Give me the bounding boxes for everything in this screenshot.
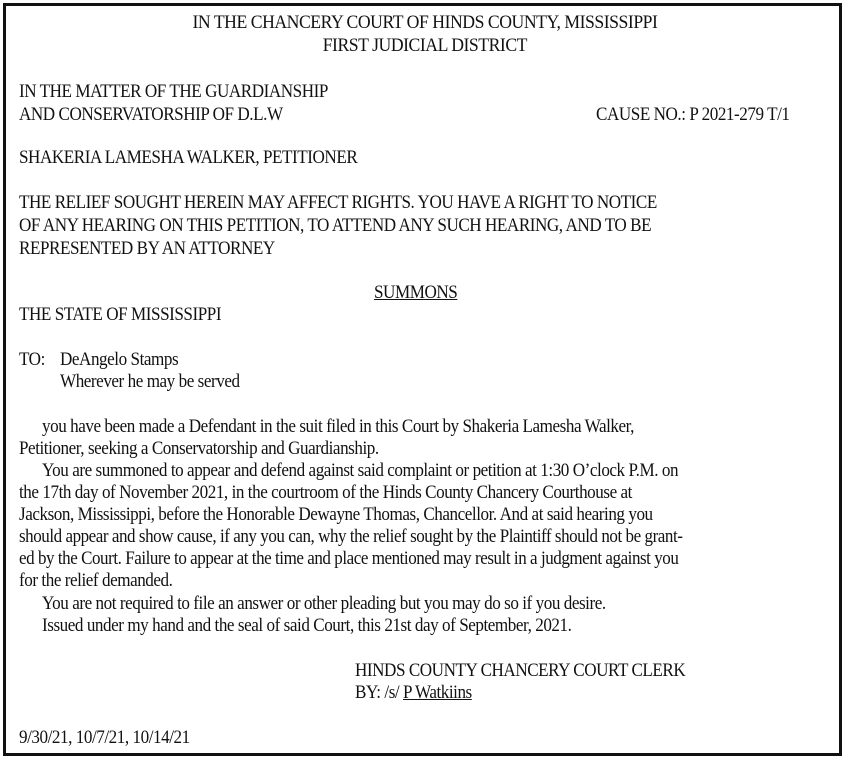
cause-number-text: CAUSE NO.: P 2021-279 T/1 xyxy=(596,104,790,125)
matter-line-2-text: AND CONSERVATORSHIP OF D.L.W xyxy=(19,104,283,125)
notice-line-2 xyxy=(19,215,721,237)
body-line xyxy=(19,526,760,548)
cause-number xyxy=(596,104,811,126)
state-line xyxy=(19,304,244,326)
publication-dates-text: 9/30/21, 10/7/21, 10/14/21 xyxy=(19,727,190,748)
signer-name: P Watkiins xyxy=(403,682,472,703)
petitioner xyxy=(19,147,395,169)
notice-line-3-text: REPRESENTED BY AN ATTORNEY xyxy=(19,238,275,259)
body-line-text: You are not required to file an answer or other pleading but you may do so if you desire. xyxy=(42,593,606,614)
matter-line-1-text: IN THE MATTER OF THE GUARDIANSHIP xyxy=(19,81,328,102)
petitioner-text: SHAKERIA LAMESHA WALKER, PETITIONER xyxy=(19,147,358,168)
notice-line-3 xyxy=(19,238,303,260)
addressee-name-text: DeAngelo Stamps xyxy=(60,349,179,370)
body-line-text: You are summoned to appear and defend against said complaint or petition at 1:30 O’clock P.M. on xyxy=(42,460,679,481)
matter-line-2 xyxy=(19,104,312,126)
body-line-text: the 17th day of November 2021, in the courtroom of the Hinds County Chancery Courthouse at xyxy=(19,482,632,503)
notice-line-2-text: OF ANY HEARING ON THIS PETITION, TO ATTEND ANY SUCH HEARING, AND TO BE xyxy=(19,215,652,236)
judicial-district-text: FIRST JUDICIAL DISTRICT xyxy=(322,35,528,56)
state-line-text: THE STATE OF MISSISSIPPI xyxy=(19,304,222,325)
body-line xyxy=(42,460,749,482)
signature-by-label: BY: /s/ xyxy=(355,682,400,703)
addressee-served xyxy=(60,371,260,393)
addressee-name xyxy=(60,349,191,371)
body-line xyxy=(42,593,668,615)
body-line-text: you have been made a Defendant in the suit filed in this Court by Shakeria Lamesha Walker, xyxy=(42,416,635,437)
addressee-served-text: Wherever he may be served xyxy=(60,371,240,392)
notice-line-1 xyxy=(19,192,728,214)
body-line xyxy=(19,548,756,570)
body-line xyxy=(42,615,630,637)
matter-line-1 xyxy=(19,81,362,103)
body-line xyxy=(19,482,700,504)
body-line-text: should appear and show cause, if any you can, why the relief sought by the Plaintiff should not be grant- xyxy=(19,526,683,547)
signature-line xyxy=(355,682,485,704)
publication-dates xyxy=(19,727,209,749)
body-line-text: Petitioner, seeking a Conservatorship and Guardianship. xyxy=(19,438,379,459)
body-line xyxy=(19,438,419,460)
body-line xyxy=(42,416,700,438)
body-line-text: Jackson, Mississippi, before the Honorable Dewayne Thomas, Chancellor. And at said hearing you xyxy=(19,504,653,525)
clerk-title xyxy=(355,660,722,682)
judicial-district xyxy=(0,35,850,57)
body-line-text: ed by the Court. Failure to appear at the time and place mentioned may result in a judgment against you xyxy=(19,548,679,569)
summons-title xyxy=(374,282,467,304)
body-line-text: for the relief demanded. xyxy=(19,570,173,591)
body-line xyxy=(19,570,190,592)
notice-line-1-text: THE RELIEF SOUGHT HEREIN MAY AFFECT RIGHTS. YOU HAVE A RIGHT TO NOTICE xyxy=(19,192,657,213)
addressee-label-text: TO: xyxy=(19,349,45,370)
body-line-text: Issued under my hand and the seal of said Court, this 21st day of September, 2021. xyxy=(42,615,572,636)
body-line xyxy=(19,504,723,526)
court-name-text: IN THE CHANCERY COURT OF HINDS COUNTY, MISSISSIPPI xyxy=(192,12,658,33)
addressee-label xyxy=(19,349,48,371)
summons-title-text: SUMMONS xyxy=(374,282,458,303)
court-name xyxy=(0,12,850,34)
clerk-title-text: HINDS COUNTY CHANCERY COURT CLERK xyxy=(355,660,686,681)
